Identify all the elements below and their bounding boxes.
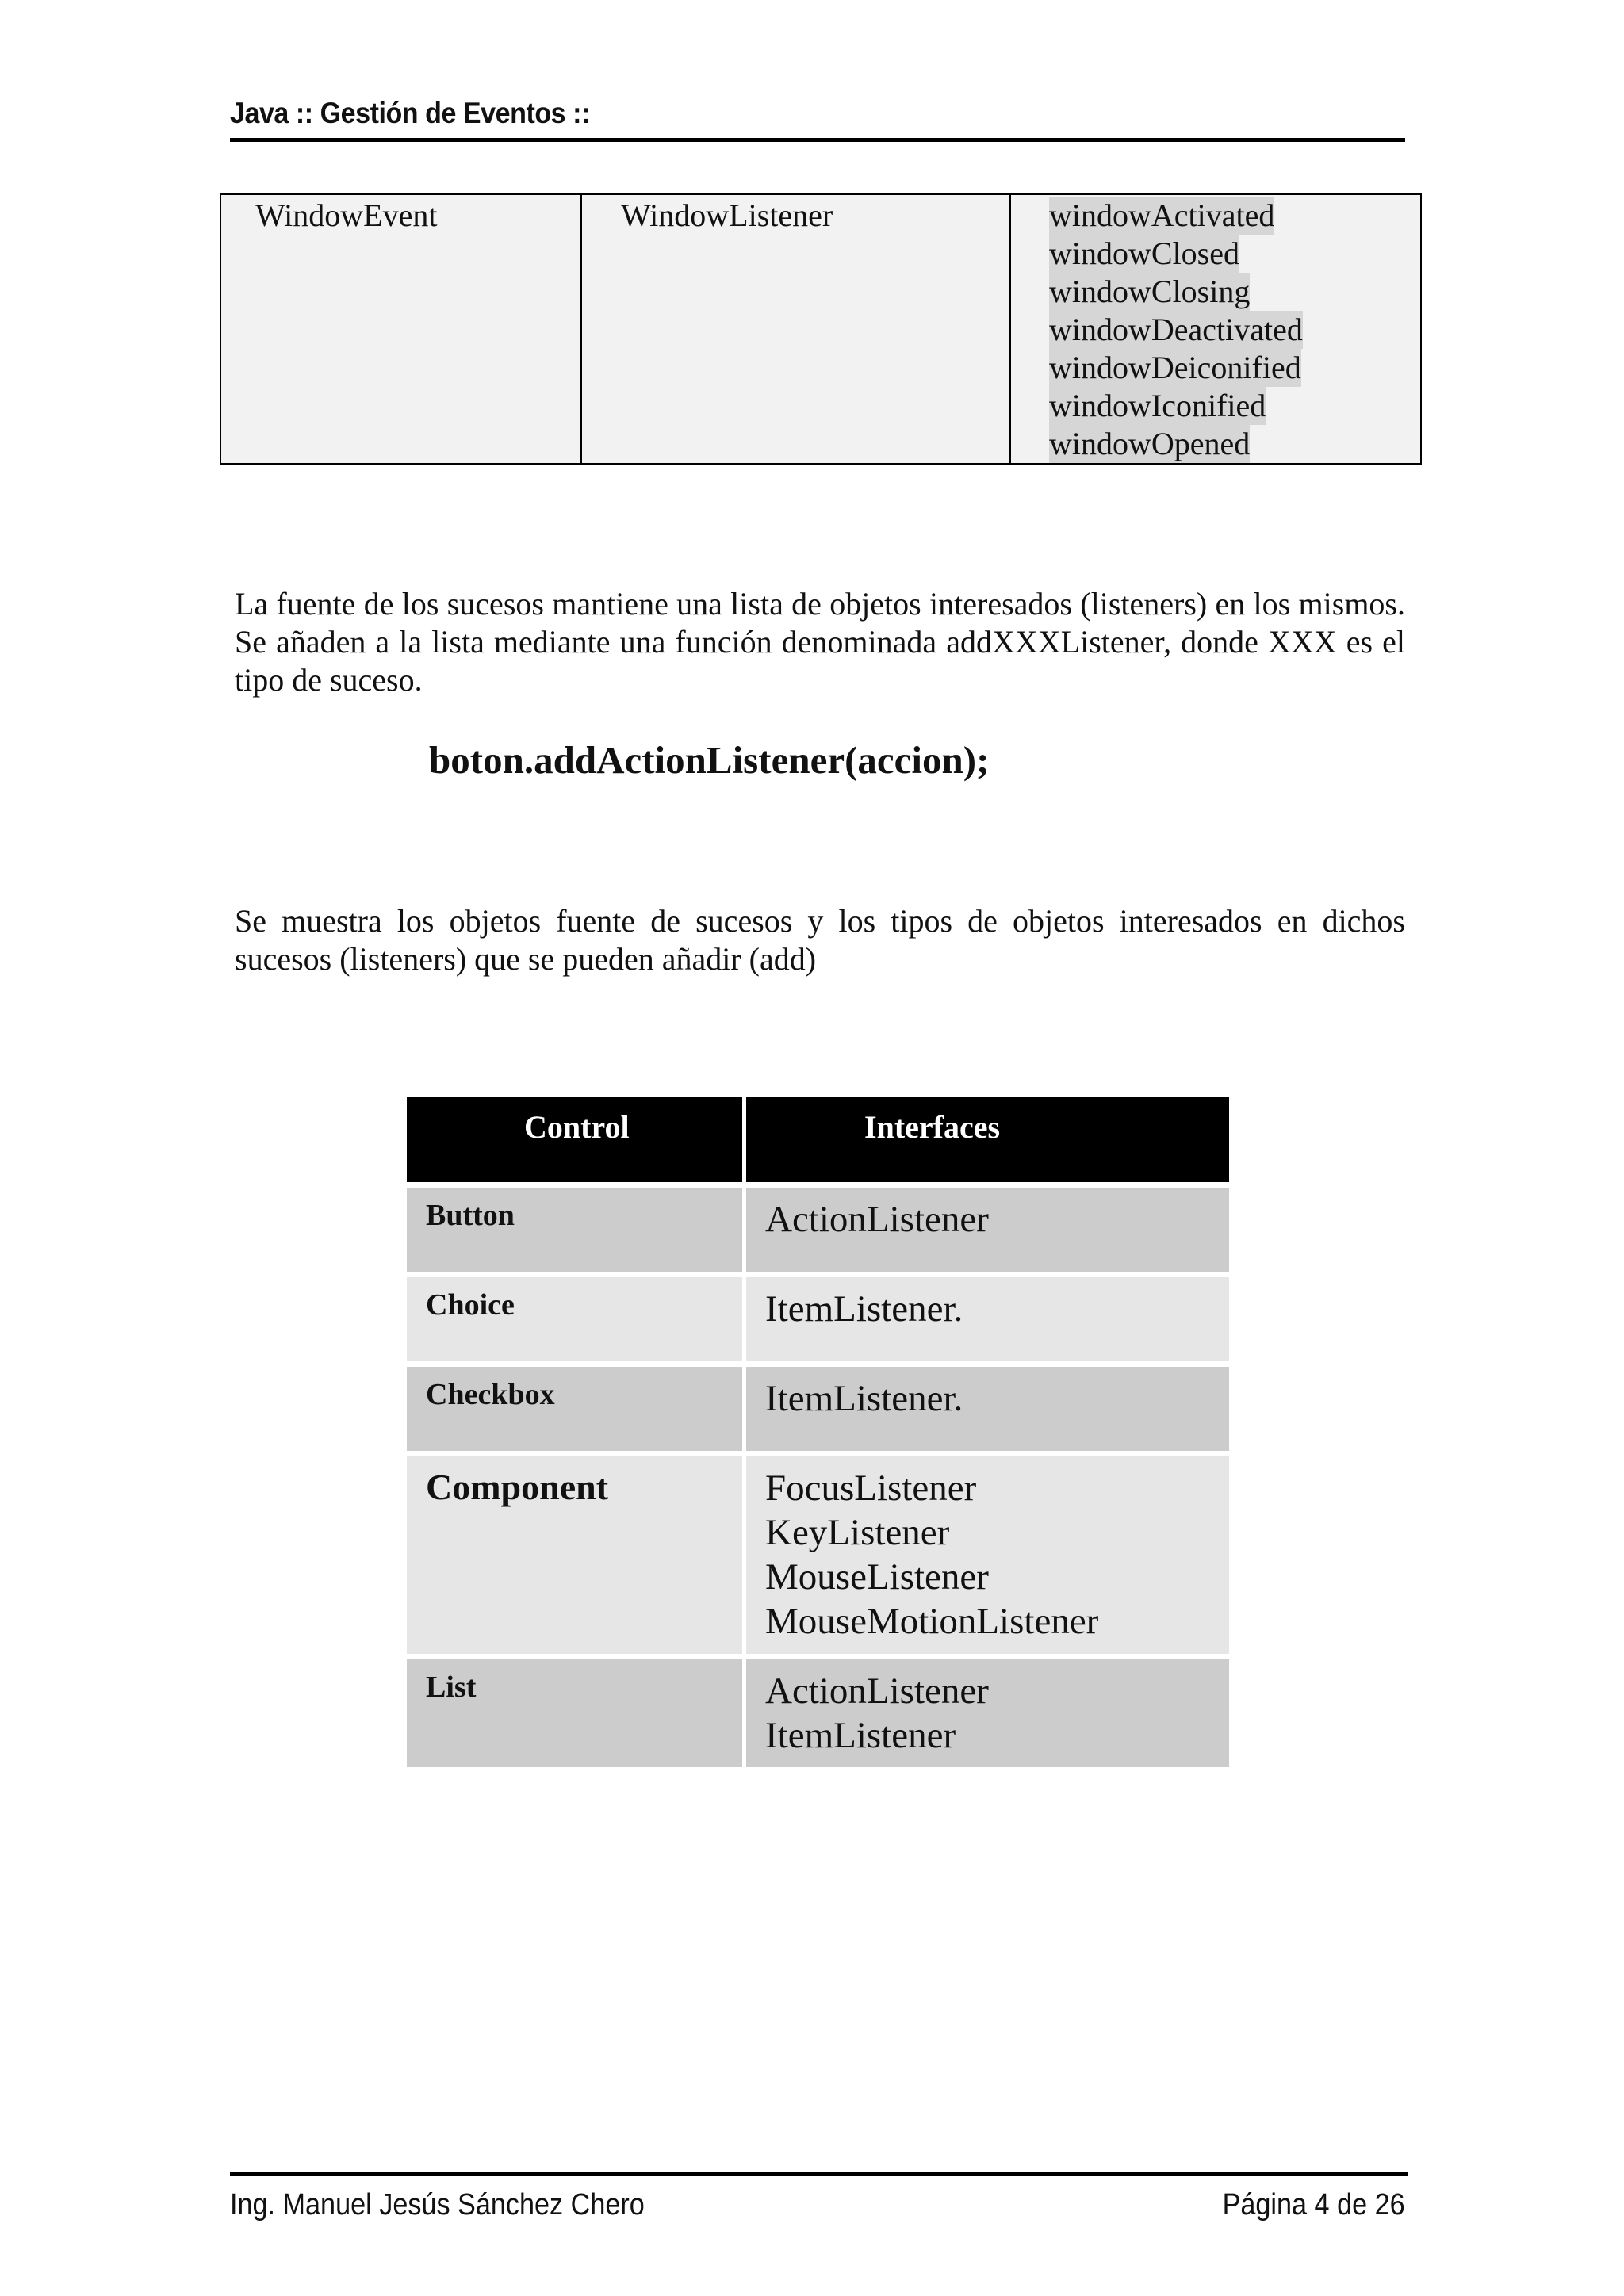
header-rule <box>230 138 1405 142</box>
control-table-header <box>407 1097 1229 1182</box>
interface-list <box>746 1277 1229 1361</box>
header-title: Java :: Gestión de Eventos :: <box>230 97 590 129</box>
paragraph-sources: Se muestra los objetos fuente de sucesos y los tipos de objetos interesados en dichos sucesos (listeners) que se pueden añadir (add) <box>235 903 1405 977</box>
methods-cell <box>1010 194 1421 464</box>
table-row <box>407 1659 1229 1767</box>
interface-item: MouseListener <box>765 1556 989 1598</box>
method-item: windowDeiconified <box>1049 350 1301 385</box>
interface-list <box>746 1188 1229 1272</box>
table-row <box>407 1188 1229 1272</box>
table-row <box>407 1367 1229 1451</box>
table-row <box>407 1456 1229 1654</box>
interface-item: ItemListener. <box>765 1378 963 1419</box>
interface-item: FocusListener <box>765 1468 977 1509</box>
method-item: windowDeactivated <box>1049 312 1303 347</box>
footer-author: Ing. Manuel Jesús Sánchez Chero <box>230 2188 645 2221</box>
event-cell: WindowEvent <box>220 194 581 464</box>
table-row <box>407 1277 1229 1361</box>
method-item: windowClosing <box>1049 274 1251 309</box>
control-name: Checkbox <box>407 1367 742 1451</box>
control-name: Component <box>407 1456 742 1654</box>
event-table-row <box>220 194 1421 464</box>
header-interfaces: Interfaces <box>746 1097 1229 1182</box>
interface-item: ActionListener <box>765 1199 989 1240</box>
page-number: Página 4 de 26 <box>1222 2188 1405 2221</box>
interface-list <box>746 1456 1229 1654</box>
interface-item: MouseMotionListener <box>765 1601 1099 1642</box>
listener-cell: WindowListener <box>581 194 1010 464</box>
interface-item: ActionListener <box>765 1670 989 1712</box>
interface-item: KeyListener <box>765 1512 950 1553</box>
code-example: boton.addActionListener(accion); <box>429 738 990 782</box>
interface-item: ItemListener. <box>765 1288 963 1330</box>
control-table <box>407 1097 1229 1767</box>
control-name: Choice <box>407 1277 742 1361</box>
interface-item: ItemListener <box>765 1715 956 1756</box>
control-name: Button <box>407 1188 742 1272</box>
method-item: windowOpened <box>1049 426 1251 461</box>
header-control: Control <box>407 1097 742 1182</box>
event-table <box>220 193 1422 465</box>
control-name: List <box>407 1659 742 1767</box>
paragraph-listeners: La fuente de los sucesos mantiene una lista de objetos interesados (listeners) en los mismos. Se añaden a la lista mediante una función denominada addXXXListener, donde XXX es el tipo de suceso. <box>235 586 1405 698</box>
page-header <box>230 97 1405 130</box>
method-item: windowClosed <box>1049 235 1239 271</box>
method-item: windowActivated <box>1049 197 1275 233</box>
interface-list <box>746 1367 1229 1451</box>
footer-rule <box>230 2172 1408 2176</box>
interface-list <box>746 1659 1229 1767</box>
method-item: windowIconified <box>1049 388 1266 423</box>
